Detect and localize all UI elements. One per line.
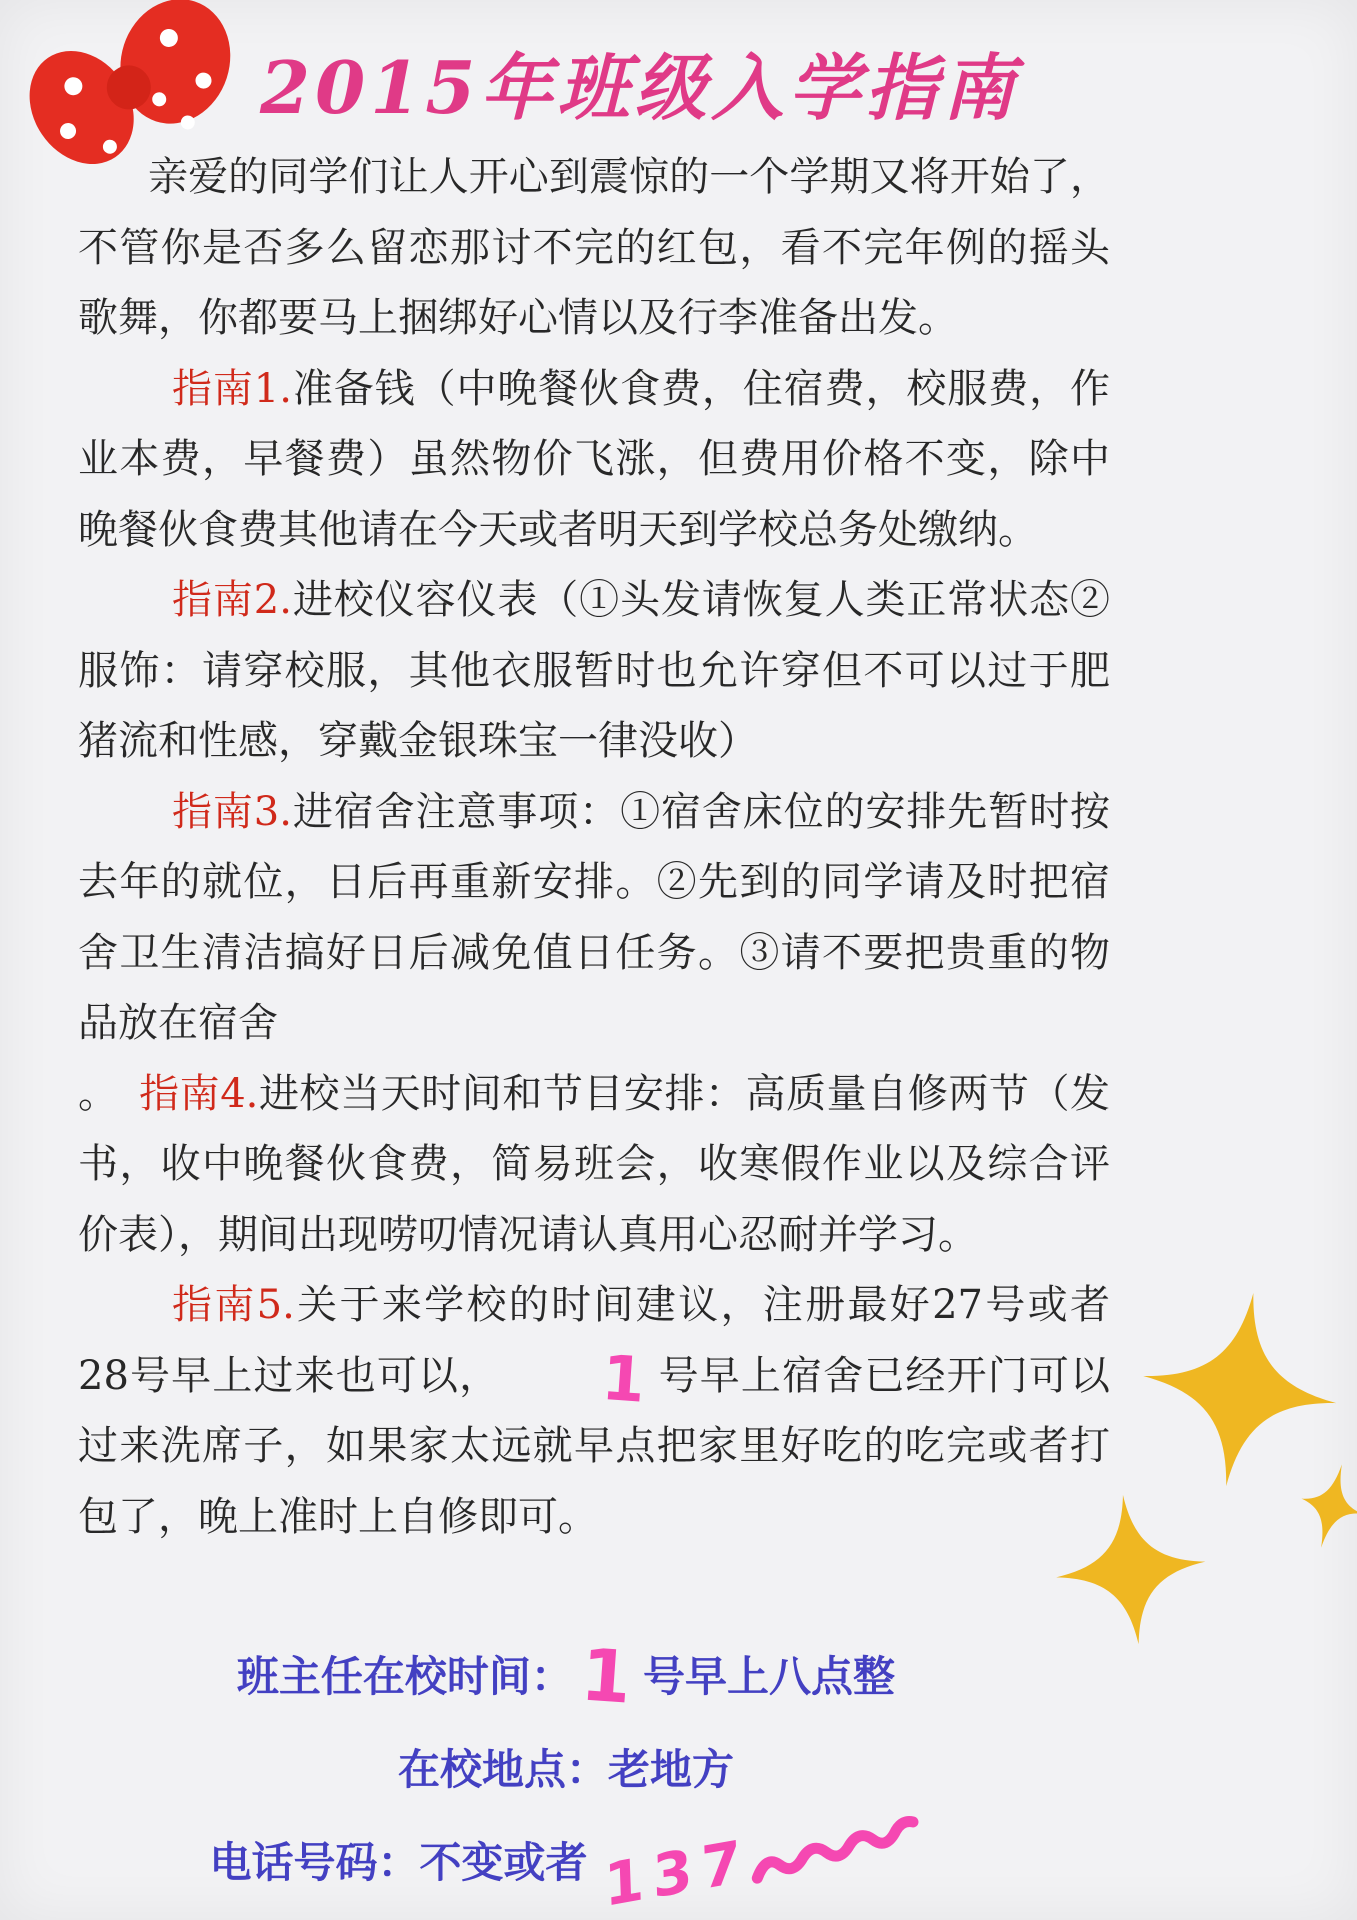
text-segment: 进校当天时间和节目安排：高质量自修两节（发书，收中晚餐伙食费，简易班会，收寒假作业以及综合评价表），期间出现唠叨情况请认真用心忍耐并学习。 bbox=[78, 1070, 1111, 1258]
location-line bbox=[96, 1723, 1036, 1816]
guide-4-paragraph bbox=[78, 1059, 1110, 1271]
footer-text: 班主任在校时间： bbox=[236, 1652, 573, 1701]
text-segment: 准备钱（中晚餐伙食费，住宿费，校服费，作业本费，早餐费）虽然物价飞涨，但费用价格不变，除中晚餐伙食费其他请在今天或者明天到学校总务处缴纳。 bbox=[78, 365, 1110, 553]
text-segment: 。 bbox=[78, 1070, 140, 1117]
guide-label: 指南1. bbox=[172, 365, 292, 412]
footer-text: 电话号码：不变或者 bbox=[209, 1838, 588, 1887]
text-segment: 进校仪容仪表（①头发请恢复人类正常状态②服饰：请穿校服，其他衣服暂时也允许穿但不可以过于肥猪流和性感，穿戴金银珠宝一律没收） bbox=[78, 577, 1110, 764]
text-segment: 号早上宿舍已经开门可以过来洗席子，如果家太远就早点把家里好吃的吃完或者打包了，晚上准时上自修即可。 bbox=[78, 1352, 1110, 1540]
pink-handwritten-number: 1 bbox=[599, 1340, 648, 1417]
guide-label: 指南5. bbox=[172, 1282, 295, 1328]
text-segment: 进宿舍注意事项：①宿舍床位的安排先暂时按去年的就位，日后再重新安排。②先到的同学请及时把宿舍卫生清洁搞好日后减免值日任务。③请不要把贵重的物品放在宿舍 bbox=[78, 788, 1110, 1046]
guide-1-paragraph bbox=[78, 354, 1110, 566]
sparkle-medium-icon bbox=[1048, 1485, 1214, 1659]
guide-label: 指南2. bbox=[172, 577, 292, 623]
pink-handwritten-number: 1 bbox=[578, 1632, 634, 1720]
footer-contact bbox=[96, 1630, 1036, 1920]
teacher-time-line bbox=[96, 1630, 1036, 1723]
phone-line bbox=[96, 1816, 1036, 1920]
pink-squiggle-icon bbox=[744, 1805, 926, 1893]
guide-label: 指南4. bbox=[139, 1070, 259, 1117]
footer-text: 号早上八点整 bbox=[643, 1652, 896, 1701]
footer-text: 在校地点：老地方 bbox=[397, 1745, 734, 1794]
text-segment: 亲爱的同学们让人开心到震惊的一个学期又将开始了，不管你是否多么留恋那讨不完的红包，看不完年例的摇头歌舞，你都要马上捆绑好心情以及行李准备出发。 bbox=[78, 154, 1110, 341]
guide-5-paragraph bbox=[78, 1270, 1110, 1552]
intro-paragraph bbox=[78, 142, 1110, 354]
pink-handwritten-number: 137 bbox=[603, 1825, 752, 1920]
text-segment: 关于来学校的时间建议，注册最好27号或者28号早上过来也可以， bbox=[78, 1282, 1110, 1399]
guide-label: 指南3. bbox=[172, 788, 292, 835]
document-body bbox=[78, 142, 1110, 1552]
guide-2-paragraph bbox=[78, 565, 1110, 777]
page-title: 2015年班级入学指南 bbox=[260, 45, 1020, 130]
guide-3-paragraph bbox=[78, 777, 1110, 1059]
